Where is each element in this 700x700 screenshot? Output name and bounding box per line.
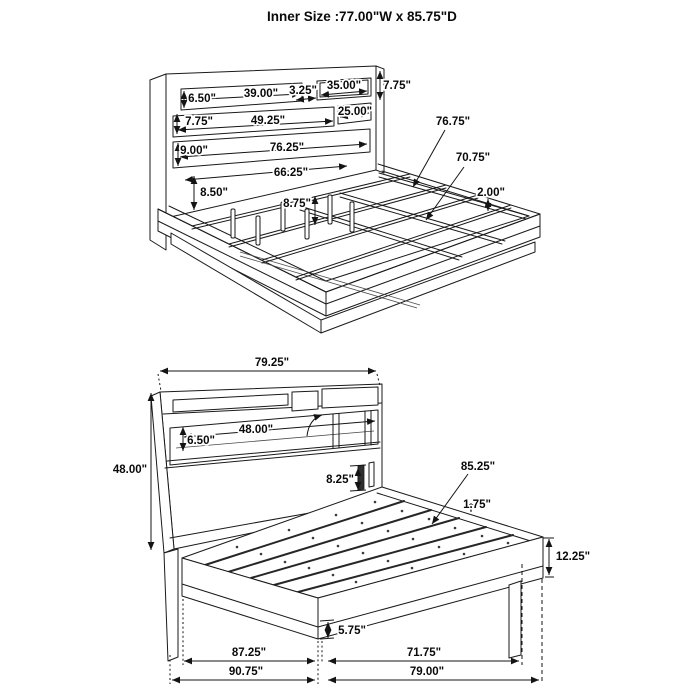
dim-mid-shelf-width: 49.25" bbox=[250, 115, 286, 127]
dim-platform-width: 71.75" bbox=[406, 647, 442, 659]
dim-frame-gap-height: 8.25" bbox=[326, 474, 354, 486]
side-rail bbox=[379, 173, 529, 219]
dim-base-panel-width: 76.25" bbox=[269, 142, 305, 154]
frame-post bbox=[358, 465, 364, 490]
dim-shelf-right-width: 35.00" bbox=[326, 80, 362, 92]
dim-headboard-width: 79.25" bbox=[254, 357, 290, 369]
top-perspective-view bbox=[150, 66, 540, 333]
dim-lower-panel-height: 8.50" bbox=[200, 187, 228, 199]
dim-mid-shelf-right-width: 25.00" bbox=[337, 106, 373, 118]
dim-lower-inner-width: 66.25" bbox=[273, 167, 309, 179]
dim-base-panel-height: 9.00" bbox=[180, 145, 208, 157]
dim-overall-width: 79.00" bbox=[409, 666, 445, 678]
front-perspective-view bbox=[113, 357, 590, 684]
dim-side-rail-length: 76.75" bbox=[435, 116, 471, 128]
dim-center-rail-length: 70.75" bbox=[455, 152, 491, 164]
top-band-box-2 bbox=[322, 387, 378, 408]
dim-divider-width: 3.25" bbox=[289, 85, 317, 97]
dim-headboard-height: 48.00" bbox=[112, 464, 148, 476]
dim-support-leg-height: 8.75" bbox=[283, 198, 311, 210]
dim-rail-thickness: 1.75" bbox=[463, 499, 491, 511]
foot-leg bbox=[509, 581, 521, 658]
dim-overall-depth: 90.75" bbox=[228, 666, 264, 678]
dim-platform-depth: 87.25" bbox=[231, 647, 267, 659]
dim-base-trim-height: 5.75" bbox=[338, 625, 366, 637]
dim-shelf-opening-width: 48.00" bbox=[238, 424, 274, 436]
dim-platform-height: 12.25" bbox=[555, 551, 591, 563]
dim-rail-width: 2.00" bbox=[477, 187, 505, 199]
headboard-left-leg bbox=[164, 549, 178, 661]
dim-shelf-left-height: 6.50" bbox=[188, 93, 216, 105]
dim-shelf-opening-height: 6.50" bbox=[187, 435, 215, 447]
dim-mid-shelf-height: 7.75" bbox=[185, 116, 213, 128]
top-band-box-1 bbox=[292, 391, 318, 411]
dim-slat-platform-length: 85.25" bbox=[460, 461, 496, 473]
dim-shelf-side-height: 7.75" bbox=[383, 80, 411, 92]
frame-post-2 bbox=[369, 462, 374, 487]
page-title: Inner Size :77.00"W x 85.75"D bbox=[267, 9, 457, 24]
dim-shelf-left-width: 39.00" bbox=[243, 88, 279, 100]
